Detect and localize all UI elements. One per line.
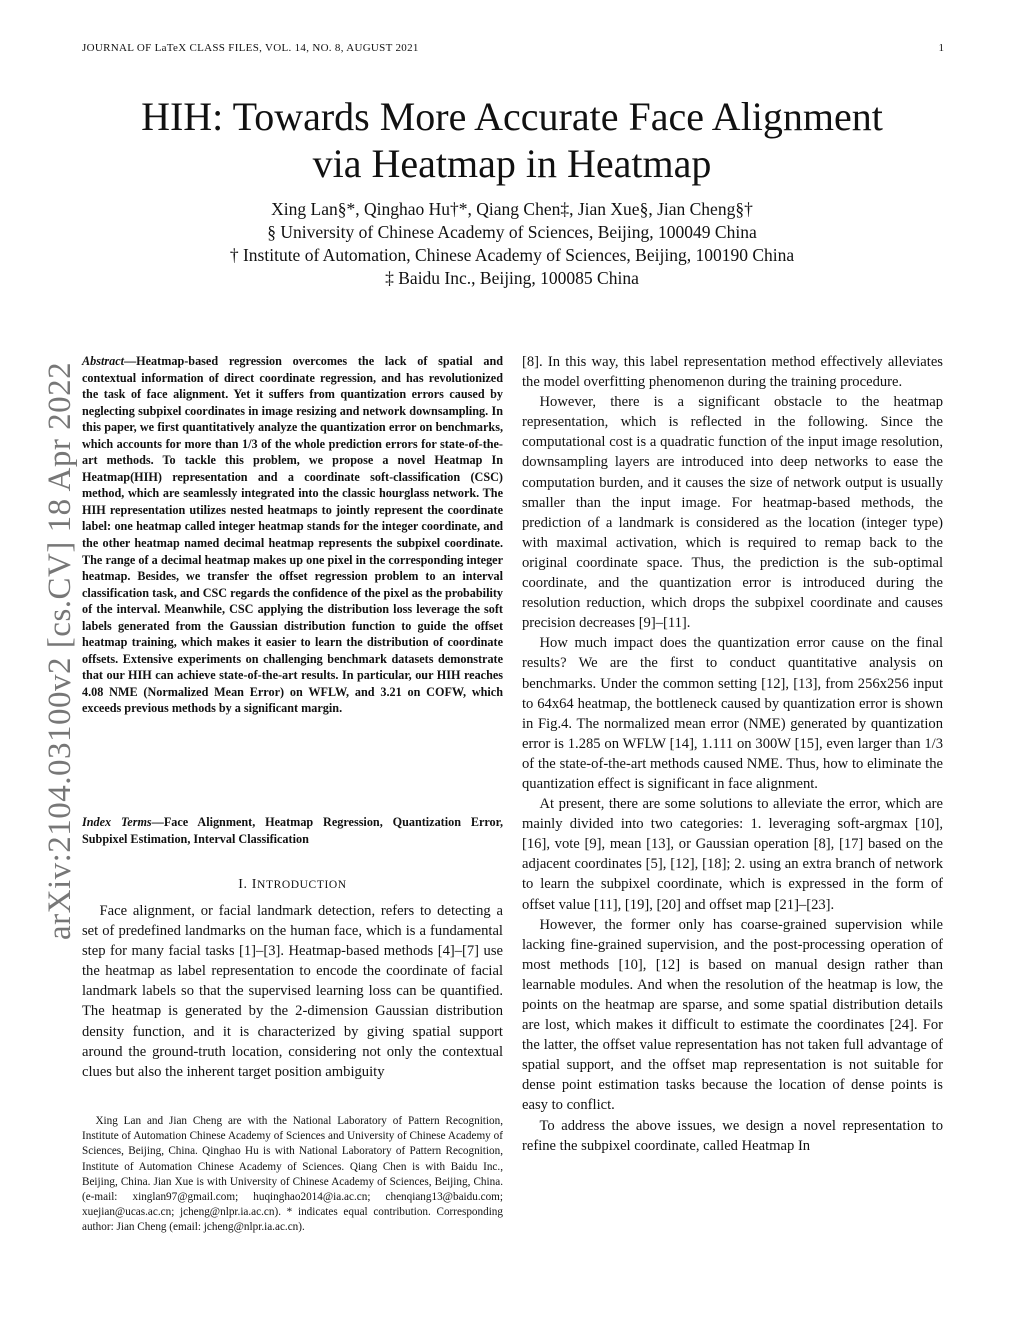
author-names: Xing Lan§*, Qinghao Hu†*, Qiang Chen‡, Jian Xue§, Jian Cheng§† xyxy=(271,199,753,219)
section-heading-introduction xyxy=(82,877,503,893)
right-paragraph-0: [8]. In this way, this label representation method effectively alleviates the model overfitting phenomenon during the training procedure. xyxy=(522,354,943,391)
index-terms xyxy=(82,814,503,847)
right-paragraph-1: However, there is a significant obstacle to the heatmap representation, which is reflected in the following. Since the computational cost is a quadratic function of the input image resolution, downsampling layers are introduced into deep networks to ease the computation burden, and it causes the size of network output is usually smaller than the input image. For heatmap-based methods, the prediction of a landmark is considered as the location (integer type) with maximal activation, which is required to remap back to the original coordinate space. Thus, the prediction is the sub-optimal coordinate, and the quantization error is introduced during the resolution reduction, which drops the subpixel coordinate and causes precision decreases [9]–[11]. xyxy=(522,394,943,632)
author-footnote xyxy=(82,1114,503,1236)
section-title-rest: NTRODUCTION xyxy=(257,879,347,891)
right-paragraph-4: However, the former only has coarse-grained supervision while lacking fine-grained supervision, and the post-processing operation of most methods [10], [12] is based on manual design rather than learnable modules. And when the resolution of the heatmap is low, the points on the heatmap are sparse, and some spatial distribution details are lost, which makes it difficult to estimate the coordinates [24]. For the latter, the offset value representation has not taken full advantage of spatial support, and the offset map representation is not suitable for dense point estimation tasks because the location of dense points is easy to conflict. xyxy=(522,916,943,1114)
paper-title xyxy=(60,93,964,187)
footnote-text: Xing Lan and Jian Cheng are with the National Laboratory of Pattern Recognition, Institute of Automation Chinese Academy of Sciences and University of Chinese Academy of Sciences, Beijing, China. Qinghao Hu is with National Laboratory of Pattern Recognition, Institute of Automation Chinese Academy of Sciences. Qiang Chen is with Baidu Inc., Beijing, China. Jian Xue is with University of Chinese Academy of Sciences, Beijing, China. (e-mail: xinglan97@gmail.com; huqinghao2014@ia.ac.cn; chenqiang13@baidu.com; xuejian@ucas.ac.cn; jcheng@nlpr.ia.ac.cn). * indicates equal contribution. Corresponding author: Jian Cheng (email: jcheng@nlpr.ia.ac.cn). xyxy=(82,1115,503,1234)
intro-paragraph-column xyxy=(82,901,503,1082)
author-block xyxy=(60,198,964,290)
abstract-label: Abstract xyxy=(82,354,124,368)
page-number: 1 xyxy=(938,42,944,54)
arxiv-side-stamp: arXiv:2104.03100v2 [cs.CV] 18 Apr 2022 xyxy=(42,361,78,940)
right-paragraph-3: At present, there are some solutions to alleviate the error, which are mainly divided into two categories: 1. leveraging soft-argmax [10], [16], vote [9], mean [13], or Gaussian operation [8], [17] based on the adjacent coordinates [5], [12], [18]; 2. using an extra branch of network to learn the subpixel coordinate, which is expressed in the form of offset value [11], [19], [20] and offset map [21]–[23]. xyxy=(522,796,943,913)
title-line-2: via Heatmap in Heatmap xyxy=(312,141,712,186)
index-terms-text: —Face Alignment, Heatmap Regression, Quantization Error, Subpixel Estimation, Interval Classification xyxy=(82,815,503,846)
right-paragraph-5: To address the above issues, we design a novel representation to refine the subpixel coordinate, called Heatmap In xyxy=(522,1117,943,1154)
section-number: I. xyxy=(238,877,248,892)
affiliation-2: † Institute of Automation, Chinese Academy of Sciences, Beijing, 100190 China xyxy=(229,245,795,265)
abstract-text: —Heatmap-based regression overcomes the lack of spatial and contextual information of direct coordinate regression, and has revolutionized the task of face alignment. Yet it suffers from quantization errors caused by neglecting subpixel coordinates in image resizing and network downsampling. In this paper, we first quantitatively analyze the quantization error on benchmarks, which accounts for more than 1/3 of the whole prediction errors for state-of-the-art methods. To tackle this problem, we propose a novel Heatmap In Heatmap(HIH) representation and a coordinate soft-classification (CSC) method, which are seamlessly integrated into the classic hourglass network. The HIH representation utilizes nested heatmaps to jointly represent the coordinate label: one heatmap called integer heatmap stands for the integer coordinate, and the other heatmap named decimal heatmap represents the subpixel coordinate. The range of a decimal heatmap makes up one pixel in the corresponding integer heatmap. Besides, we transfer the offset regression problem to an interval classification task, and CSC regards the confidence of the pixel as the probability of the interval. Meanwhile, CSC applying the distribution loss leverage the soft labels generated from the Gaussian distribution function to guide the offset heatmap training, which makes it easier to learn the distribution of coordinate offsets. Extensive experiments on challenging benchmark datasets demonstrate that our HIH can achieve state-of-the-art results. In particular, our HIH reaches 4.08 NME (Normalized Mean Error) on WFLW, and 3.21 on COFW, which exceeds previous methods by a significant margin. xyxy=(82,354,503,716)
index-terms-label: Index Terms xyxy=(82,815,152,829)
affiliation-1: § University of Chinese Academy of Sciences, Beijing, 100049 China xyxy=(267,222,757,242)
running-title: JOURNAL OF LaTeX CLASS FILES, VOL. 14, NO. 8, AUGUST 2021 xyxy=(82,42,419,54)
section-title-first: I xyxy=(251,877,258,892)
title-line-1: HIH: Towards More Accurate Face Alignment xyxy=(141,94,883,139)
intro-paragraph-1: Face alignment, or facial landmark detection, refers to detecting a set of predefined landmarks on the human face, which is a fundamental step for many facial tasks [1]–[3]. Heatmap-based methods [4]–[7] use the heatmap as label representation to encode the coordinate of facial landmark labels so that the supervised learning loss can be quantified. The heatmap is generated by the 2-dimension Gaussian distribution density function, and it is characterized by giving spatial support around the ground-truth location, considering not only the contextual clues but also the inherent target position ambiguity xyxy=(82,903,503,1080)
right-column xyxy=(522,352,943,1156)
abstract xyxy=(82,353,503,717)
affiliation-3: ‡ Baidu Inc., Beijing, 100085 China xyxy=(385,268,639,288)
right-paragraph-2: How much impact does the quantization error cause on the final results? We are the first to conduct quantitative analysis on benchmarks. Under the common setting [12], [13], from 256x256 input to 64x64 heatmap, the bottleneck caused by quantization error is shown in Fig.4. The normalized mean error (NME) generated by quantization error is 1.285 on WFLW [14], 1.111 on 300W [15], even larger than 1/3 of the state-of-the-art methods caused NME. Thus, how to eliminate the quantization effect is significant in face alignment. xyxy=(522,635,943,792)
running-header xyxy=(82,42,944,60)
